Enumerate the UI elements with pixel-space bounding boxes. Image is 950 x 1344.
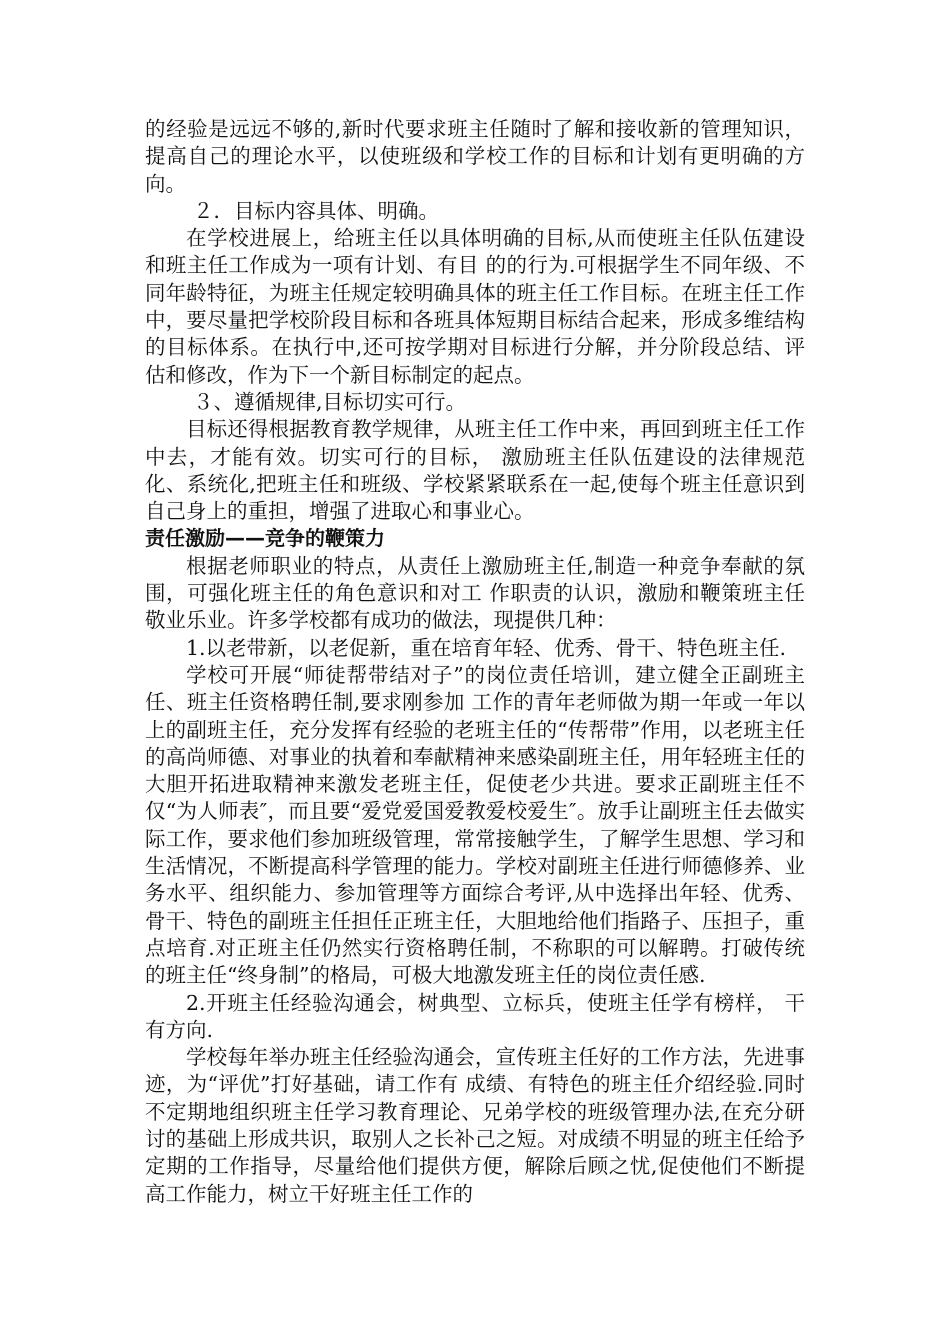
paragraph-experience-meeting: 学校每年举办班主任经验沟通会，宣传班主任好的工作方法，先进事迹，为“评优”打好基础，请工作有 成绩、有特色的班主任介绍经验.同时不定期地组织班主任学习教育理论、兄弟学校的班级管理办法,在充分研讨的基础上形成共识，取别人之长补己之短。对成绩不明显的班主任给予定期的工作指导，尽量给他们提供方便，解除后顾之忧,促使他们不断提高工作能力，树立干好班主任工作的	[145, 1045, 805, 1206]
list-item-goal-specific: ２．目标内容具体、明确。	[193, 198, 439, 223]
section-heading: 责任激励——竞争的鞭策力	[145, 526, 385, 551]
list-item-follow-rules: ３、遵循规律,目标切实可行。	[193, 389, 467, 414]
paragraph-goal-specific: 在学校进展上，给班主任以具体明确的目标,从而使班主任队伍建设和班主任工作成为一项有计划、有目 的的行为.可根据学生不同年级、不同年龄特征，为班主任规定较明确具体的班主任工作目标。在班主任工作中，要尽量把学校阶段目标和各班具体短期目标结合起来，形成多维结构的目标体系。在执行中,还可按学期对目标进行分解，并分阶段总结、评估和修改，作为下一个新目标制定的起点。	[145, 226, 805, 387]
document-page	[145, 116, 805, 1208]
list-item-mentoring: 1.以老带新，以老促新，重在培育年轻、优秀、骨干、特色班主任.	[186, 635, 787, 660]
paragraph-mentoring: 学校可开展“师徒帮带结对子”的岗位责任培训，建立健全正副班主任、班主任资格聘任制,要求刚参加 工作的青年老师做为期一年或一年以上的副班主任，充分发挥有经验的老班主任的“传帮带”作用，以老班主任的高尚师德、对事业的执着和奉献精神来感染副班主任，用年轻班主任的大胆开拓进取精神来激发老班主任，促使老少共进。要求正副班主任不仅“为人师表″，而且要“爱党爱国爱教爱校爱生″。放手让副班主任去做实际工作，要求他们参加班级管理，常常接触学生，了解学生思想、学习和生活情况，不断提高科学管理的能力。学校对副班主任进行师德修养、业务水平、组织能力、参加管理等方面综合考评,从中选择出年轻、优秀、骨干、特色的副班主任担任正班主任，大胆地给他们指路子、压担子，重点培育.对正班主任仍然实行资格聘任制，不称职的可以解聘。打破传统的班主任“终身制”的格局，可极大地激发班主任的岗位责任感.	[145, 662, 805, 988]
paragraph-responsibility-intro: 根据老师职业的特点，从责任上激励班主任,制造一种竞争奉献的氛围，可强化班主任的角色意识和对工 作职责的认识，激励和鞭策班主任敬业乐业。许多学校都有成功的做法，现提供几种：	[145, 553, 805, 633]
paragraph-follow-rules: 目标还得根据教育教学规律，从班主任工作中来，再回到班主任工作中去，才能有效。切实可行的目标， 激励班主任队伍建设的法律规范化、系统化,把班主任和班级、学校紧紧联系在一起,使每个班主任意识到自己身上的重担，增强了进取心和事业心。	[145, 417, 805, 524]
list-item-experience-meeting: 2.开班主任经验沟通会，树典型、立标兵，使班主任学有榜样， 干有方向.	[145, 990, 805, 1042]
paragraph-continuation: 的经验是远远不够的,新时代要求班主任随时了解和接收新的管理知识，提高自己的理论水平，以使班级和学校工作的目标和计划有更明确的方向。	[145, 117, 805, 196]
